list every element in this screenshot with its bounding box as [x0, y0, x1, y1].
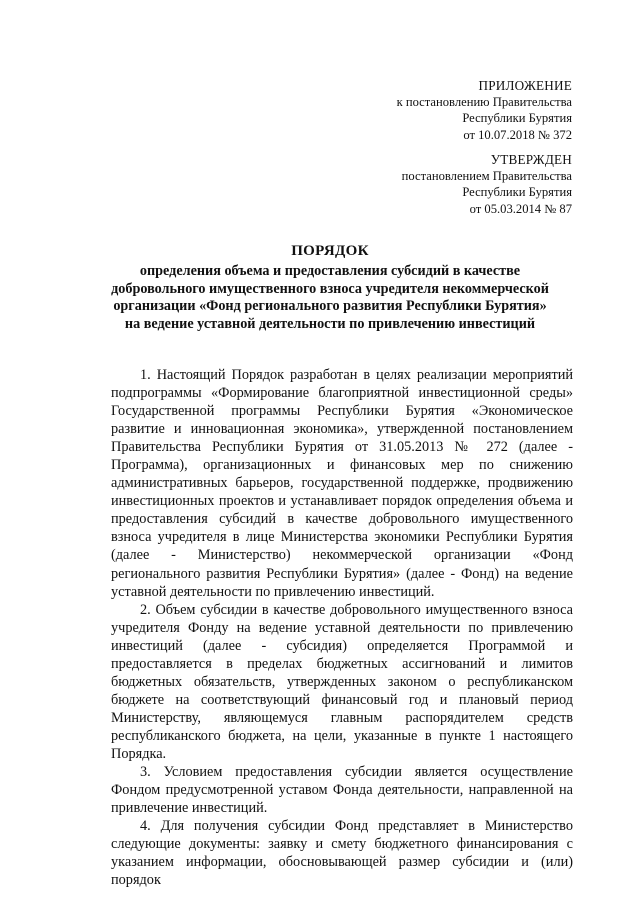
title-line-3: организации «Фонд регионального развития Республики Бурятия»	[113, 298, 547, 315]
paragraph-3: 3. Условием предоставления субсидии является осуществление Фондом предусмотренной уставом Фонда деятельности, направленной на привлечение инвестиций.	[111, 764, 573, 817]
approved-line-2: Республики Бурятия	[462, 185, 572, 200]
approved-line-1: постановлением Правительства	[401, 169, 572, 184]
approved-line-3: от 05.03.2014 № 87	[469, 201, 572, 216]
appendix-block	[397, 78, 572, 143]
appendix-label: ПРИЛОЖЕНИЕ	[478, 78, 572, 93]
document-title	[90, 243, 570, 333]
title-main: ПОРЯДОК	[291, 243, 369, 259]
title-line-2: добровольного имущественного взноса учредителя некоммерческой	[111, 280, 549, 297]
appendix-line-1: к постановлению Правительства	[396, 95, 572, 110]
approved-label: УТВЕРЖДЕН	[490, 152, 572, 167]
paragraph-2: 2. Объем субсидии в качестве добровольного имущественного взноса учредителя Фонду на ведение уставной деятельности по привлечению инвестиций (далее - субсидия) определяется Программой и предоставляется в пределах бюджетных ассигнований и лимитов бюджетных обязательств, утвержденных законом о республиканском бюджете на соответствующий финансовый год и плановый период Министерству, являющемуся главным распорядителем средств республиканского бюджета, на цели, указанные в пункте 1 настоящего Порядка.	[111, 601, 573, 762]
paragraph-4: 4. Для получения субсидии Фонд представляет в Министерство следующие документы: заявку и смету бюджетного финансирования с указанием информации, обосновывающей размер субсидии и (или) порядок	[111, 818, 573, 889]
approved-block	[402, 152, 572, 217]
appendix-line-2: Республики Бурятия	[462, 111, 572, 126]
title-line-4: на ведение уставной деятельности по привлечению инвестиций	[124, 315, 536, 332]
appendix-line-3: от 10.07.2018 № 372	[463, 127, 572, 142]
document-body	[111, 366, 573, 889]
title-line-1: определения объема и предоставления субсидий в качестве	[139, 263, 521, 280]
paragraph-1: 1. Настоящий Порядок разработан в целях реализации мероприятий подпрограммы «Формирование благоприятной инвестиционной среды» Государственной программы Республики Бурятия «Экономическое развитие и инновационная экономика», утвержденной постановлением Правительства Республики Бурятия от 31.05.2013 № 272 (далее - Программа), организационных и финансовых мер по снижению административных барьеров, государственной поддержке, продвижению инвестиционных проектов и устанавливает порядок определения объема и предоставления субсидий в качестве добровольного имущественного взноса учредителя в лице Министерства экономики Республики Бурятия (далее - Министерство) некоммерческой организации «Фонд регионального развития Республики Бурятия» (далее - Фонд) на ведение уставной деятельности по привлечению инвестиций.	[111, 367, 573, 600]
